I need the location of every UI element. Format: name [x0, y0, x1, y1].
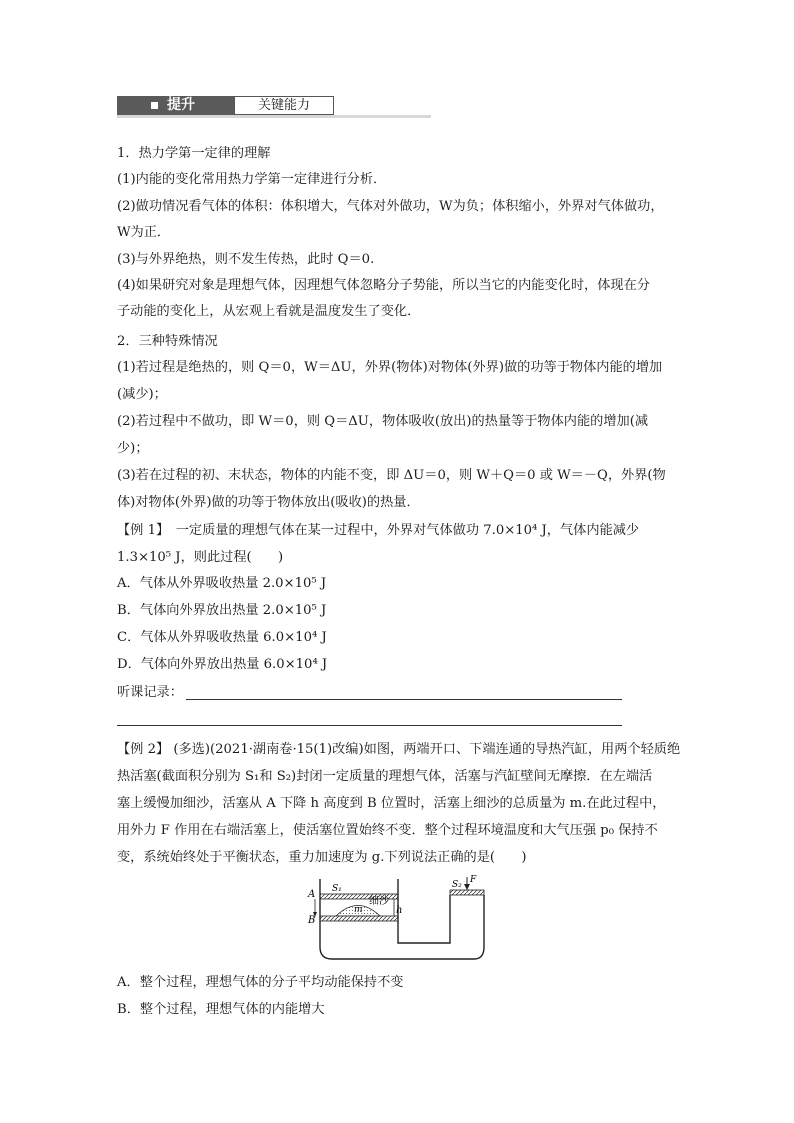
header-underline: [117, 115, 431, 118]
label-s2: S₂: [452, 880, 462, 890]
text-line: (4)如果研究对象是理想气体，因理想气体忽略分子势能，所以当它的内能变化时，体现在分: [117, 278, 650, 293]
example-2-stem: 【例 2】 (多选)(2021·湖南卷·15(1)改编)如图，两端开口、下端连通的导热汽缸，用两个轻质绝: [117, 742, 681, 757]
text-line: 子动能的变化上，从宏观上看就是温度发生了变化．: [117, 304, 421, 319]
section-header: [117, 96, 431, 118]
notes-line[interactable]: [117, 725, 622, 726]
notes-label: 听课记录：: [117, 685, 183, 700]
piston-b: [320, 916, 398, 921]
square-bullet-icon: [151, 102, 158, 109]
example-2-stem: 用外力 F 作用在右端活塞上，使活塞位置始终不变．整个过程环境温度和大气压强 p₀ 保持不: [117, 823, 658, 838]
option-d: D．气体向外界放出热量 6.0×10⁴ J: [117, 657, 328, 672]
label-a: A: [308, 889, 316, 900]
example-1-stem: 1.3×10⁵ J，则此过程( ): [117, 550, 284, 565]
cylinder-diagram: [306, 873, 486, 961]
example-2-stem: 热活塞(截面积分别为 S₁和 S₂)封闭一定质量的理想气体，活塞与汽缸壁间无摩擦．在左端活: [117, 769, 653, 784]
example-1-stem: 【例 1】 一定质量的理想气体在某一过程中，外界对气体做功 7.0×10⁴ J，气体内能减少: [117, 523, 640, 538]
text-line: 少)；: [117, 441, 149, 456]
piston-s2: [450, 890, 484, 895]
text-line: (3)与外界绝热，则不发生传热，此时 Q＝0.: [117, 252, 375, 267]
section-subtitle: 关键能力: [234, 96, 334, 115]
label-sand: 细沙: [369, 896, 389, 907]
text-line: (3)若在过程的初、末状态，物体的内能不变，即 ΔU＝0，则 W＋Q＝0 或 W＝－Q，外界(物: [117, 468, 666, 483]
text-line: (1)若过程是绝热的，则 Q＝0，W＝ΔU，外界(物体)对物体(外界)做的功等于物体内能的增加: [117, 360, 663, 375]
text-line: (2)做功情况看气体的体积：体积增大，气体对外做功，W为负；体积缩小，外界对气体做功，: [117, 199, 664, 214]
text-line: 2．三种特殊情况: [117, 334, 218, 349]
label-f: F: [470, 875, 477, 885]
option-a-2: A．整个过程，理想气体的分子平均动能保持不变: [117, 975, 404, 990]
example-2-stem: 塞上缓慢加细沙，活塞从 A 下降 h 高度到 B 位置时，活塞上细沙的总质量为 m.在此过程中，: [117, 796, 666, 811]
option-b: B．气体向外界放出热量 2.0×10⁵ J: [117, 603, 327, 618]
label-b: B: [308, 915, 316, 926]
text-line: (1)内能的变化常用热力学第一定律进行分析．: [117, 172, 387, 187]
section-tag-text: 提升: [167, 97, 195, 113]
option-a: A．气体从外界吸收热量 2.0×10⁵ J: [117, 576, 327, 591]
text-line: W为正．: [117, 225, 171, 240]
label-h: h: [396, 905, 403, 916]
text-line: 体)对物体(外界)做的功等于物体放出(吸收)的热量．: [117, 495, 420, 510]
option-c: C．气体从外界吸收热量 6.0×10⁴ J: [117, 630, 327, 645]
option-b-2: B．整个过程，理想气体的内能增大: [117, 1002, 325, 1017]
text-line: 1．热力学第一定律的理解: [117, 146, 271, 161]
notes-line[interactable]: [186, 699, 622, 700]
section-tag: [117, 96, 234, 115]
text-line: (减少)；: [117, 387, 167, 402]
label-m: m: [354, 905, 363, 915]
text-line: (2)若过程中不做功，即 W＝0，则 Q＝ΔU，物体吸收(放出)的热量等于物体内能的增加(减: [117, 414, 649, 429]
example-2-stem: 变，系统始终处于平衡状态，重力加速度为 g.下列说法正确的是( ): [117, 850, 527, 865]
label-s1: S₁: [332, 884, 342, 894]
